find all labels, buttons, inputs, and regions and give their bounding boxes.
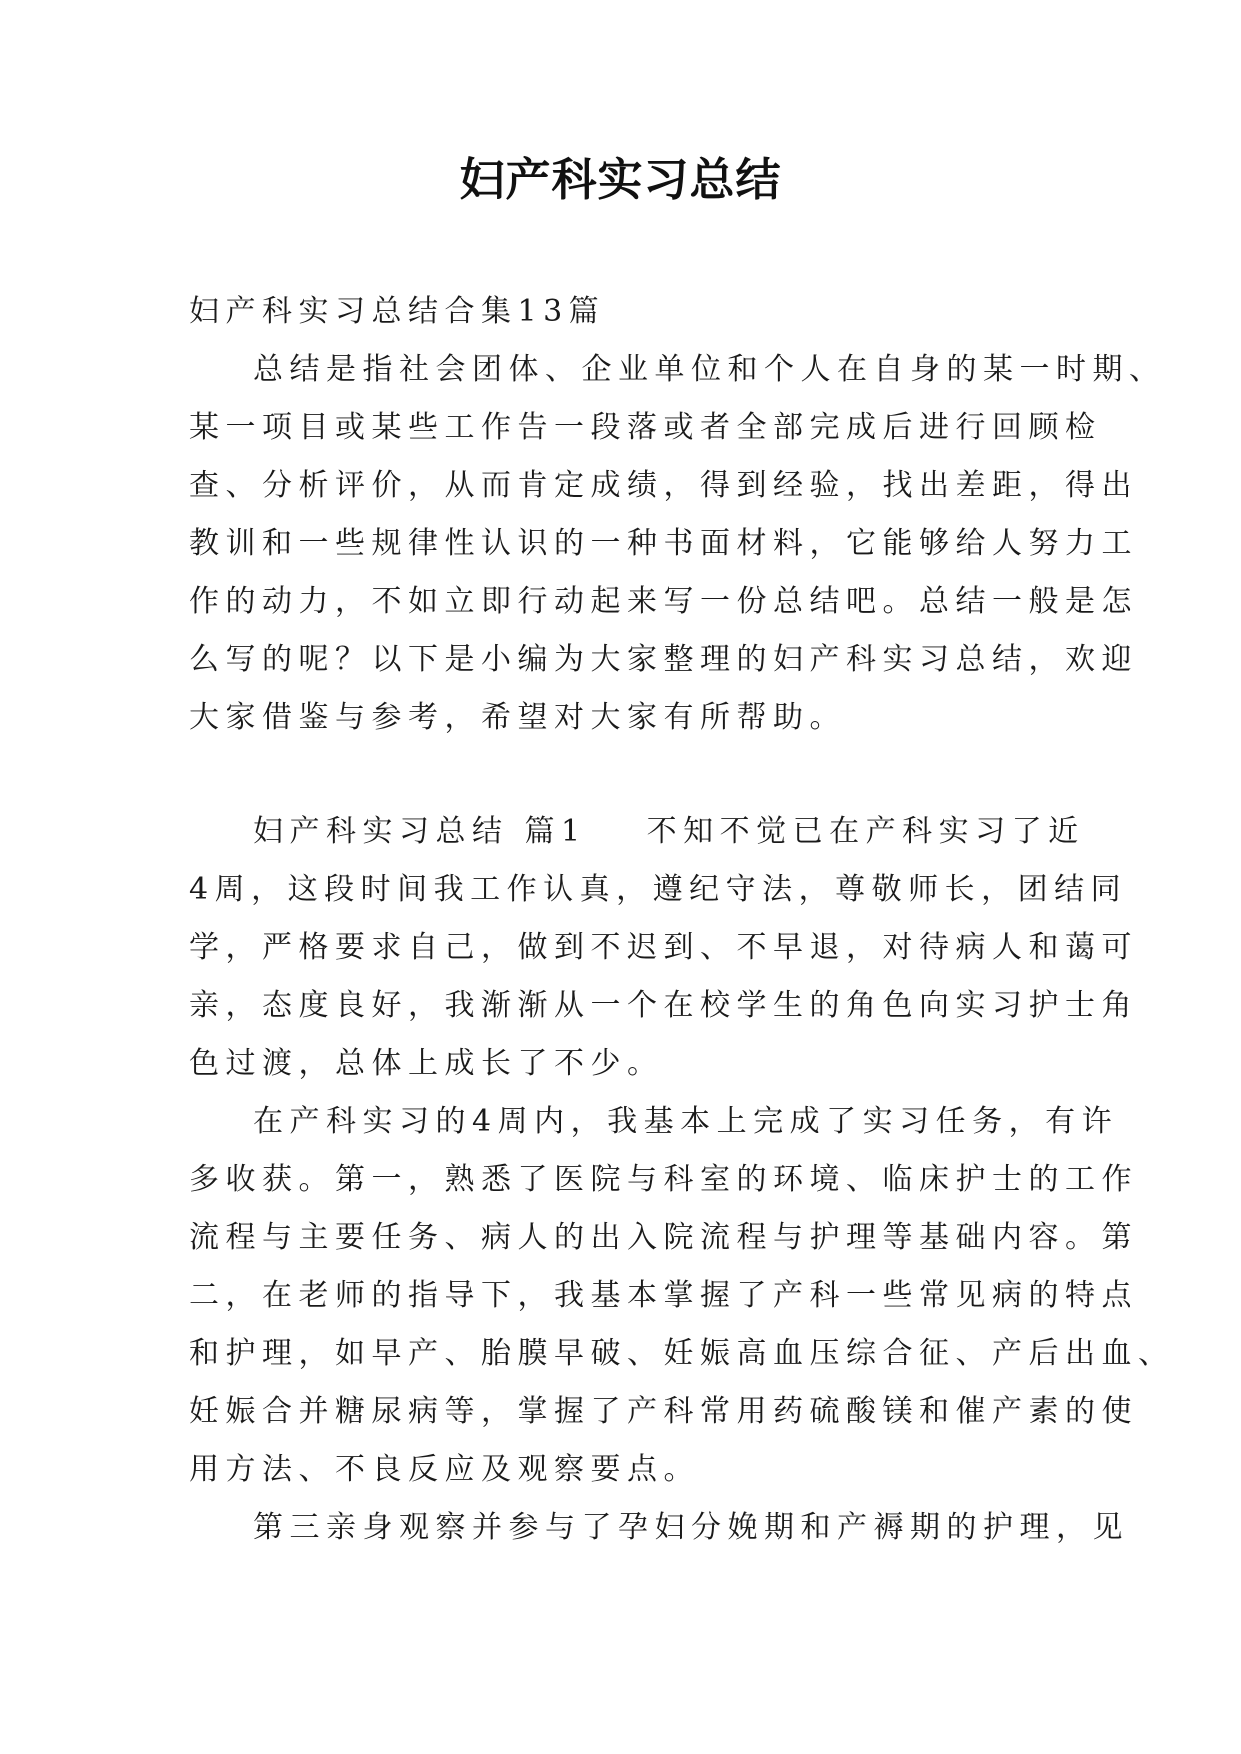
intro-paragraph: [189, 341, 1166, 747]
intro-line: 查、分析评价，从而肯定成绩，得到经验，找出差距，得出: [189, 468, 1138, 503]
section-1-line: 亲，态度良好，我渐渐从一个在校学生的角色向实习护士角: [189, 988, 1138, 1023]
intro-line: 么写的呢？以下是小编为大家整理的妇产科实习总结，欢迎: [189, 642, 1138, 677]
document-body: [189, 283, 1175, 1557]
paragraph-2-line: 妊娠合并糖尿病等，掌握了产科常用药硫酸镁和催产素的使: [189, 1394, 1138, 1429]
paragraph-2-line: 流程与主要任务、病人的出入院流程与护理等基础内容。第: [189, 1220, 1138, 1255]
paragraph-2: [189, 1093, 1175, 1499]
section-1-line: 学，严格要求自己，做到不迟到、不早退，对待病人和蔼可: [189, 930, 1138, 965]
intro-line: 作的动力，不如立即行动起来写一份总结吧。总结一般是怎: [189, 584, 1138, 619]
paragraph-2-line: 用方法、不良反应及观察要点。: [189, 1452, 700, 1487]
section-heading-label: 妇产科实习总结: [253, 814, 509, 849]
section-heading-number: 篇1: [524, 814, 587, 849]
paragraph-2-line: 二，在老师的指导下，我基本掌握了产科一些常见病的特点: [189, 1278, 1138, 1313]
paragraph-3: [189, 1499, 1129, 1557]
subtitle-line: 妇产科实习总结合集13篇: [189, 294, 606, 329]
intro-line: 大家借鉴与参考，希望对大家有所帮助。: [189, 700, 846, 735]
intro-line: 某一项目或某些工作告一段落或者全部完成后进行回顾检: [189, 410, 1102, 445]
paragraph-2-line: 在产科实习的4周内，我基本上完成了实习任务，有许: [253, 1104, 1119, 1139]
section-1-line: 色过渡，总体上成长了不少。: [189, 1046, 664, 1081]
section-1-line: 4周，这段时间我工作认真，遵纪守法，尊敬师长，团结同: [189, 872, 1128, 907]
paragraph-2-line: 多收获。第一，熟悉了医院与科室的环境、临床护士的工作: [189, 1162, 1138, 1197]
blank-spacer: [189, 747, 1049, 803]
intro-line: 教训和一些规律性认识的一种书面材料，它能够给人努力工: [189, 526, 1138, 561]
intro-line: 总结是指社会团体、企业单位和个人在自身的某一时期、: [253, 352, 1166, 387]
paragraph-2-line: 和护理，如早产、胎膜早破、妊娠高血压综合征、产后出血、: [189, 1336, 1175, 1371]
paragraph-3-line: 第三亲身观察并参与了孕妇分娩期和产褥期的护理，见: [253, 1510, 1129, 1545]
section-1-first-text: 不知不觉已在产科实习了近: [646, 814, 1085, 849]
document-title: 妇产科实习总结: [459, 153, 782, 206]
section-1-paragraph: [189, 803, 1138, 1093]
section-1-heading-line: [189, 803, 1085, 861]
